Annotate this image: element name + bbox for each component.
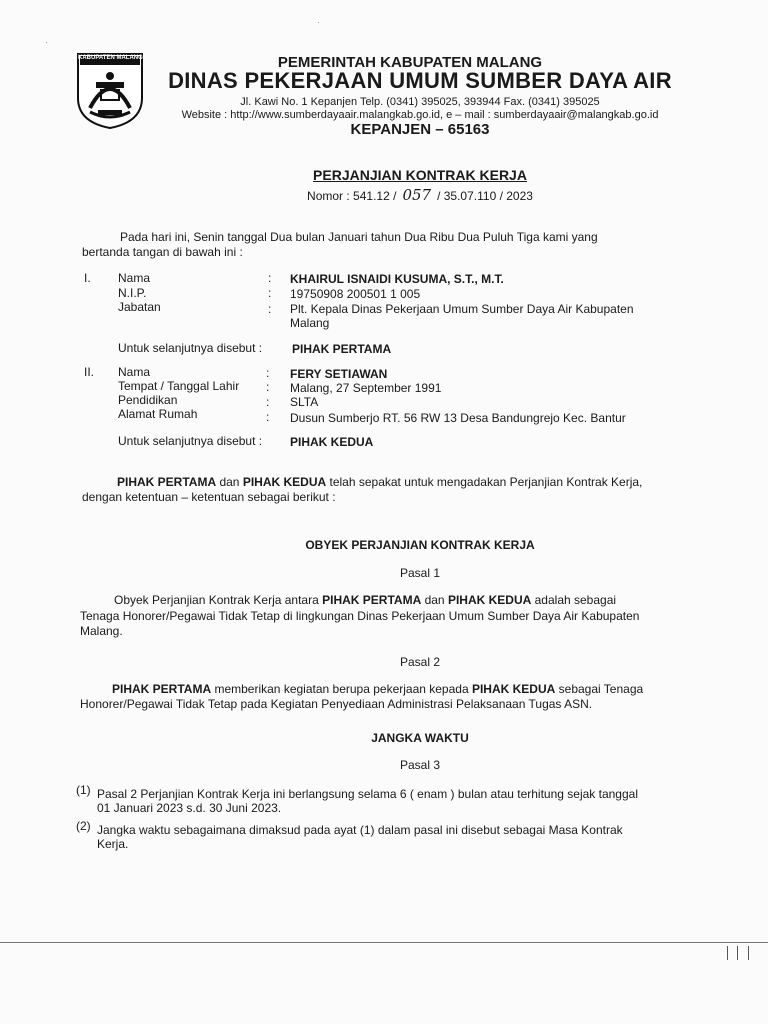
party2-colon: : [266, 366, 270, 380]
party2-disebut-value: PIHAK KEDUA [290, 435, 374, 449]
party2-label-pendidikan: Pendidikan [118, 393, 178, 407]
party1-colon: : [268, 271, 272, 285]
pasal-3-item-1-num: (1) [76, 783, 91, 797]
document-number: Nomor : 541.12 / 057 / 35.07.110 / 2023 [307, 186, 533, 204]
scan-mark [737, 946, 738, 960]
pasal-1-title: Pasal 1 [399, 566, 441, 580]
pasal-2-line-2: Honorer/Pegawai Tidak Tetap pada Kegiatan Penyediaan Administrasi Pelaksanaan Tugas ASN. [80, 697, 593, 711]
party1-colon: : [268, 286, 272, 300]
scan-mark [727, 946, 728, 960]
party1-label-jabatan: Jabatan [118, 300, 161, 314]
header-agency: DINAS PEKERJAAN UMUM SUMBER DAYA AIR [168, 68, 672, 93]
pasal-3-title: Pasal 3 [399, 758, 441, 772]
pasal-3-item-1-line-2: 01 Januari 2023 s.d. 30 Juni 2023. [97, 801, 282, 815]
section-heading-jangka: JANGKA WAKTU [371, 731, 469, 745]
scan-speck [318, 22, 319, 23]
scan-speck [46, 42, 47, 43]
pasal-1-line-1: Obyek Perjanjian Kontrak Kerja antara PIHAK PERTAMA dan PIHAK KEDUA adalah sebagai [114, 593, 617, 607]
logo-caption: KABUPATEN MALANG [78, 55, 143, 61]
party2-label-nama: Nama [118, 365, 151, 379]
party1-colon: : [268, 302, 272, 316]
party2-value-alamat: Dusun Sumberjo RT. 56 RW 13 Desa Bandungrejo Kec. Bantur [290, 411, 626, 425]
header-address: Jl. Kawi No. 1 Kepanjen Telp. (0341) 395025, 393944 Fax. (0341) 395025 [240, 96, 600, 108]
pasal-3-item-2-num: (2) [76, 819, 91, 833]
party1-value-jabatan: Plt. Kepala Dinas Pekerjaan Umum Sumber Daya Air Kabupaten [290, 302, 634, 316]
party2-value-pendidikan: SLTA [290, 395, 319, 409]
party1-disebut-value: PIHAK PERTAMA [292, 342, 392, 356]
party2-disebut-label: Untuk selanjutnya disebut : [118, 434, 263, 448]
party2-colon: : [266, 380, 270, 394]
pasal-3-item-2-line-2: Kerja. [97, 837, 129, 851]
pasal-1-line-2: Tenaga Honorer/Pegawai Tidak Tetap di lingkungan Dinas Pekerjaan Umum Sumber Daya Air Kabupaten [80, 609, 640, 623]
header-website: Website : http://www.sumberdayaair.malangkab.go.id, e – mail : sumberdayaair@malangkab.go.id [181, 109, 659, 121]
party1-number: I. [84, 271, 91, 285]
page-edge-line [0, 942, 768, 943]
document-title: PERJANJIAN KONTRAK KERJA [313, 167, 527, 183]
scan-mark [748, 946, 749, 960]
party1-value-jabatan-cont: Malang [290, 316, 330, 330]
pasal-2-line-1: PIHAK PERTAMA memberikan kegiatan berupa pekerjaan kepada PIHAK KEDUA sebagai Tenaga [112, 682, 644, 696]
party2-label-ttl: Tempat / Tanggal Lahir [118, 379, 240, 393]
party2-colon: : [266, 410, 270, 424]
party1-value-nama: KHAIRUL ISNAIDI KUSUMA, S.T., M.T. [290, 272, 504, 286]
party1-label-nip: N.I.P. [118, 286, 147, 300]
party2-colon: : [266, 395, 270, 409]
party1-disebut-label: Untuk selanjutnya disebut : [118, 341, 263, 355]
pasal-3-item-2-line-1: Jangka waktu sebagaimana dimaksud pada ayat (1) dalam pasal ini disebut sebagai Masa Kontrak [97, 823, 623, 837]
intro-line-2: bertanda tangan di bawah ini : [82, 245, 243, 259]
header-city: KEPANJEN – 65163 [350, 121, 490, 138]
intro-line-1: Pada hari ini, Senin tanggal Dua bulan Januari tahun Dua Ribu Dua Puluh Tiga kami yang [120, 230, 598, 244]
section-heading-obyek: OBYEK PERJANJIAN KONTRAK KERJA [305, 538, 535, 552]
agreement-line-1: PIHAK PERTAMA dan PIHAK KEDUA telah sepakat untuk mengadakan Perjanjian Kontrak Kerja, [117, 475, 643, 489]
party2-value-ttl: Malang, 27 September 1991 [290, 381, 442, 395]
pasal-2-title: Pasal 2 [399, 655, 441, 669]
party1-value-nip: 19750908 200501 1 005 [290, 287, 421, 301]
pasal-1-line-3: Malang. [80, 624, 123, 638]
party2-value-nama: FERY SETIAWAN [290, 367, 388, 381]
kabupaten-malang-emblem-icon [76, 52, 144, 130]
party1-label-nama: Nama [118, 271, 151, 285]
handwritten-number: 057 [402, 186, 432, 204]
party2-number: II. [84, 365, 95, 379]
header-government: PEMERINTAH KABUPATEN MALANG [277, 54, 543, 71]
party2-label-alamat: Alamat Rumah [118, 407, 198, 421]
agreement-line-2: dengan ketentuan – ketentuan sebagai berikut : [82, 490, 336, 504]
pasal-3-item-1-line-1: Pasal 2 Perjanjian Kontrak Kerja ini berlangsung selama 6 ( enam ) bulan atau terhitung sejak tanggal [97, 787, 638, 801]
